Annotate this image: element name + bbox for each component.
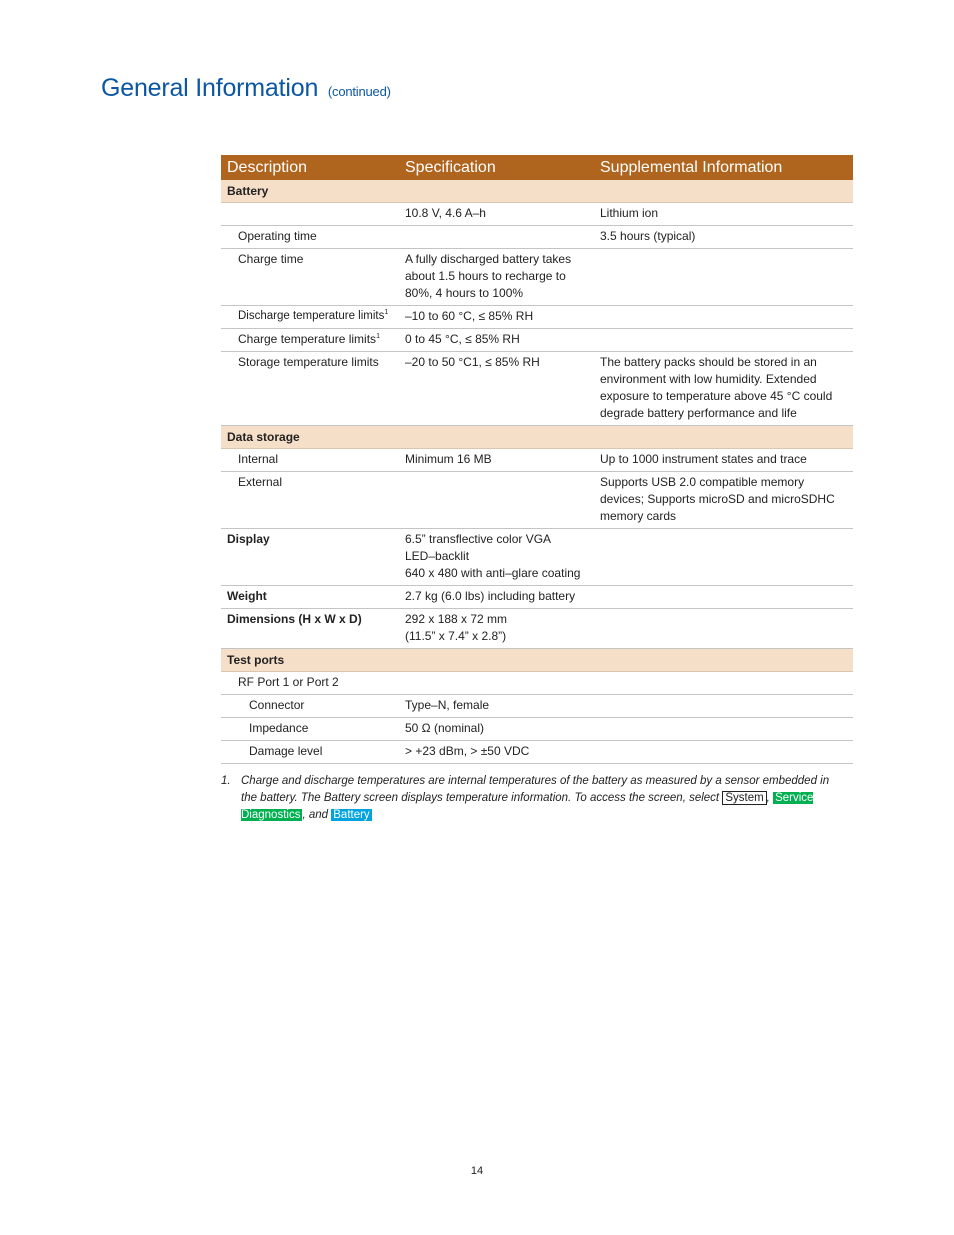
row-description xyxy=(221,306,399,329)
row-supplemental: 3.5 hours (typical) xyxy=(594,226,853,249)
row-description: Dimensions (H x W x D) xyxy=(221,609,399,649)
row-supplemental xyxy=(594,249,853,306)
spec-line: LED–backlit xyxy=(405,549,470,563)
section-label: Battery xyxy=(221,180,853,203)
spec-line: 640 x 480 with anti–glare coating xyxy=(405,566,581,580)
table-row xyxy=(221,529,853,586)
row-specification: 2.7 kg (6.0 lbs) including battery xyxy=(399,586,594,609)
service-diagnostics-key-label: Service Diagnostics xyxy=(241,792,814,821)
row-supplemental xyxy=(594,672,853,695)
row-description: Storage temperature limits xyxy=(221,352,399,426)
row-description: Charge time xyxy=(221,249,399,306)
table-header-row xyxy=(221,155,853,180)
footnote-marker: 1 xyxy=(376,333,380,340)
row-supplemental: The battery packs should be stored in an environment with low humidity. Extended exposure to temperature above 45 °C could degrade battery performance and life xyxy=(594,352,853,426)
table-row xyxy=(221,352,853,426)
row-description xyxy=(221,203,399,226)
row-supplemental xyxy=(594,609,853,649)
page-number: 14 xyxy=(470,1165,484,1177)
spec-line: 6.5” transflective color VGA xyxy=(405,532,552,546)
row-specification: Type–N, female xyxy=(399,695,594,718)
table-row xyxy=(221,203,853,226)
table-row xyxy=(221,718,853,741)
row-description: RF Port 1 or Port 2 xyxy=(221,672,399,695)
row-supplemental: Up to 1000 instrument states and trace xyxy=(594,449,853,472)
column-header-description: Description xyxy=(221,155,399,180)
row-supplemental xyxy=(594,718,853,741)
column-header-specification: Specification xyxy=(399,155,594,180)
footnote-comma: , xyxy=(302,809,306,821)
row-supplemental xyxy=(594,586,853,609)
row-specification: 0 to 45 °C, ≤ 85% RH xyxy=(399,329,594,352)
table-row xyxy=(221,249,853,306)
row-description: Display xyxy=(221,529,399,586)
row-specification xyxy=(399,226,594,249)
battery-key-label: Battery xyxy=(333,809,370,821)
footnote-marker: 1 xyxy=(384,309,389,317)
row-supplemental: Lithium ion xyxy=(594,203,853,226)
column-header-supplemental: Supplemental Information xyxy=(594,155,853,180)
row-description: Damage level xyxy=(221,741,399,764)
table-row xyxy=(221,672,853,695)
continued-label: (continued) xyxy=(327,84,391,99)
table-row xyxy=(221,329,853,352)
row-description: Operating time xyxy=(221,226,399,249)
footnote xyxy=(221,773,841,824)
row-specification: –10 to 60 °C, ≤ 85% RH xyxy=(399,306,594,329)
footnote-number: 1. xyxy=(221,775,231,787)
section-row-test-ports xyxy=(221,649,853,672)
row-specification xyxy=(399,609,594,649)
row-description-text: Charge temperature limits xyxy=(238,332,377,346)
section-row-battery xyxy=(221,180,853,203)
footnote-comma: , xyxy=(766,792,770,804)
row-supplemental: Supports USB 2.0 compatible memory devices; Supports microSD and microSDHC memory cards xyxy=(594,472,853,529)
table-row xyxy=(221,741,853,764)
row-specification: 50 Ω (nominal) xyxy=(399,718,594,741)
row-description: Connector xyxy=(221,695,399,718)
table-row xyxy=(221,586,853,609)
row-specification: Minimum 16 MB xyxy=(399,449,594,472)
row-supplemental xyxy=(594,306,853,329)
spec-line: 292 x 188 x 72 mm xyxy=(405,612,508,626)
row-specification xyxy=(399,472,594,529)
row-description: Impedance xyxy=(221,718,399,741)
table-row xyxy=(221,609,853,649)
row-specification: 10.8 V, 4.6 A–h xyxy=(399,203,594,226)
row-description: External xyxy=(221,472,399,529)
row-description: Internal xyxy=(221,449,399,472)
row-description-text: Discharge temperature limits xyxy=(238,310,385,322)
system-key-label: System xyxy=(722,791,766,805)
table-row xyxy=(221,472,853,529)
row-specification xyxy=(399,672,594,695)
footnote-and: and xyxy=(308,809,329,821)
section-label: Data storage xyxy=(221,426,853,449)
row-description xyxy=(221,329,399,352)
page-title xyxy=(101,72,391,108)
row-supplemental xyxy=(594,741,853,764)
row-supplemental xyxy=(594,695,853,718)
section-label: Test ports xyxy=(221,649,853,672)
footnote-body xyxy=(241,773,841,824)
table-row xyxy=(221,449,853,472)
row-description: Weight xyxy=(221,586,399,609)
row-supplemental xyxy=(594,529,853,586)
row-specification: A fully discharged battery takes about 1.5 hours to recharge to 80%, 4 hours to 100% xyxy=(399,249,594,306)
specifications-table xyxy=(221,155,853,764)
page-title-text: General Information xyxy=(101,74,319,102)
table-row xyxy=(221,306,853,329)
spec-line: (11.5” x 7.4” x 2.8”) xyxy=(405,629,507,643)
row-specification xyxy=(399,529,594,586)
table-row xyxy=(221,695,853,718)
section-row-data-storage xyxy=(221,426,853,449)
row-specification: > +23 dBm, > ±50 VDC xyxy=(399,741,594,764)
row-specification: –20 to 50 °C1, ≤ 85% RH xyxy=(399,352,594,426)
row-supplemental xyxy=(594,329,853,352)
footnote-text: Charge and discharge temperatures are internal temperatures of the battery as measured by a sensor embedded in the battery. The Battery screen displays temperature information. To access the screen, select xyxy=(241,775,830,804)
table-row xyxy=(221,226,853,249)
